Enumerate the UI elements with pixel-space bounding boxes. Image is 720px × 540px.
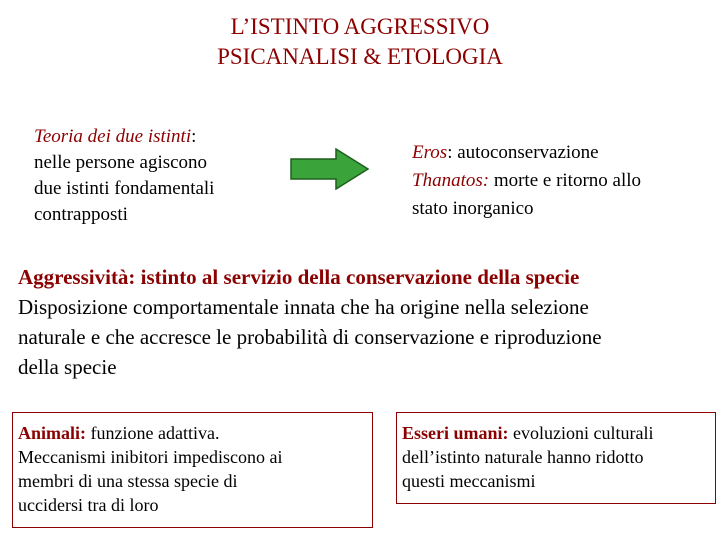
humans-line-3: questi meccanismi xyxy=(402,471,536,491)
humans-line-1: evoluzioni culturali xyxy=(508,423,654,443)
animals-line-3: membri di una stessa specie di xyxy=(18,471,238,491)
aggressivity-block xyxy=(18,262,718,382)
aggressivity-line-2: naturale e che accresce le probabilità di conservazione e riproduzione xyxy=(18,325,602,349)
thanatos-label: Thanatos: xyxy=(412,170,490,191)
animals-line-4: uccidersi tra di loro xyxy=(18,495,159,515)
animals-line-2: Meccanismi inibitori impediscono ai xyxy=(18,447,283,467)
slide-title xyxy=(0,12,720,72)
eros-text: : autoconservazione xyxy=(447,142,599,163)
aggressivity-line-3: della specie xyxy=(18,355,117,379)
animals-line-1: funzione adattiva. xyxy=(86,423,220,443)
humans-label: Esseri umani: xyxy=(402,423,509,443)
theory-colon: : xyxy=(191,126,197,147)
aggressivity-line-1: Disposizione comportamentale innata che ha origine nella selezione xyxy=(18,295,589,319)
humans-line-2: dell’istinto naturale hanno ridotto xyxy=(402,447,644,467)
right-arrow-icon xyxy=(290,148,370,190)
animals-box xyxy=(12,412,373,528)
aggressivity-heading: Aggressività: istinto al servizio della conservazione della specie xyxy=(18,265,580,289)
theory-line-3: contrapposti xyxy=(34,204,128,225)
title-line-1: L’ISTINTO AGGRESSIVO xyxy=(230,14,490,39)
thanatos-text: morte e ritorno allo xyxy=(489,170,642,191)
animals-label: Animali: xyxy=(18,423,87,443)
title-line-2: PSICANALISI & ETOLOGIA xyxy=(217,44,503,69)
eros-label: Eros xyxy=(412,142,448,163)
theory-heading: Teoria dei due istinti xyxy=(34,126,192,147)
thanatos-text-2: stato inorganico xyxy=(412,198,534,219)
theory-block xyxy=(34,124,284,228)
humans-box xyxy=(396,412,716,504)
drives-block xyxy=(412,139,712,223)
theory-line-2: due istinti fondamentali xyxy=(34,178,215,199)
theory-line-1: nelle persone agiscono xyxy=(34,152,208,173)
